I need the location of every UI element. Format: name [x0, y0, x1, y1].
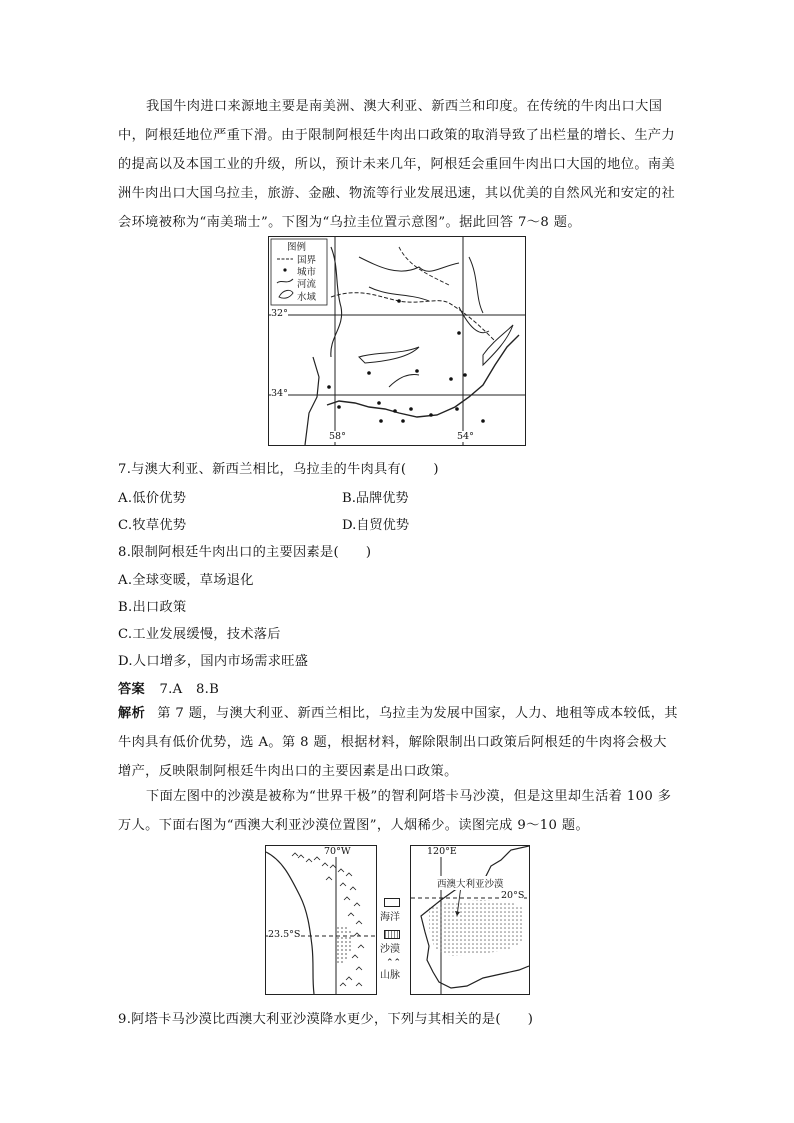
legend-water: 水域 [297, 292, 317, 303]
answer-line [118, 678, 219, 697]
legend-ocean: 海洋 [380, 912, 400, 923]
lon-label-54: 54° [457, 431, 474, 442]
legend-mountain-icon: ⌃⌃ [386, 958, 402, 968]
question-8-stem: 8.限制阿根廷牛肉出口的主要因素是( ) [118, 545, 372, 560]
western-australia-map [410, 845, 530, 995]
lat-label-20s: 20°S [501, 890, 525, 901]
analysis-paragraph [118, 699, 678, 786]
map2-legend [376, 898, 406, 981]
uruguay-location-map [268, 236, 526, 446]
question-7-stem: 7.与澳大利亚、新西兰相比，乌拉圭的牛肉具有( ) [118, 462, 439, 477]
lon-label-70w: 70°W [324, 846, 351, 857]
intro-paragraph-2: 下面左图中的沙漠是被称为“世界干极”的智利阿塔卡马沙漠，但是这里却生活着 100 多万人。下面右图为“西澳大利亚沙漠位置图”，人烟稀少。读图完成 9～10 题。 [118, 789, 672, 833]
question-8-option-b[interactable]: B.出口政策 [118, 600, 187, 615]
lat-label-34: 34° [271, 388, 288, 399]
question-9-stem: 9.阿塔卡马沙漠比西澳大利亚沙漠降水更少，下列与其相关的是( ) [118, 1012, 534, 1027]
chile-coastline [266, 852, 314, 994]
legend-river: 河流 [297, 279, 317, 290]
intro-paragraph-1: 我国牛肉进口来源地主要是南美洲、澳大利亚、新西兰和印度。在传统的牛肉出口大国中，阿根廷地位严重下滑。由于限制阿根廷牛肉出口政策的取消导致了出栏量的增长、生产力的提高以及本国工业的升级，所以，预计未来几年，阿根廷会重回牛肉出口大国的地位。南美洲牛肉出口大国乌拉圭，旅游、金融、物流等行业发展迅速，其以优美的自然风光和安定的社会环境被称为“南美瑞士”。下图为“乌拉圭位置示意图”。据此回答 7～8 题。 [118, 99, 676, 230]
national-border [331, 293, 495, 341]
legend-border: 国界 [297, 255, 317, 266]
western-australia-map-graphic [411, 846, 529, 994]
analysis-text: 第 7 题，与澳大利亚、新西兰相比，乌拉圭为发展中国家，人力、地租等成本较低，其牛肉具有低价优势，选 A。第 8 题，根据材料，解除限制出口政策后阿根廷的牛肉将会极大增产，反映限制阿根廷牛肉出口的主要因素是出口政策。 [118, 706, 678, 779]
question-8-option-c[interactable]: C.工业发展缓慢，技术落后 [118, 627, 281, 642]
lon-label-58: 58° [329, 431, 346, 442]
legend-mountain: 山脉 [380, 970, 400, 981]
question-7-option-b[interactable]: B.品牌优势 [342, 491, 409, 506]
desert-name-label: 西澳大利亚沙漠 [437, 876, 504, 890]
lat-label-32: 32° [271, 308, 288, 319]
legend-ocean-swatch [384, 898, 400, 907]
question-7-option-d[interactable]: D.自贸优势 [342, 518, 410, 533]
lon-label-120e: 120°E [427, 846, 457, 857]
question-8-option-d[interactable]: D.人口增多，国内市场需求旺盛 [118, 654, 309, 669]
legend-desert: 沙漠 [380, 944, 400, 955]
mountain-symbols [292, 853, 364, 986]
atacama-map [265, 845, 377, 995]
analysis-label: 解析 [118, 706, 146, 721]
question-7-option-a[interactable]: A.低价优势 [118, 491, 187, 506]
answer-label: 答案 [118, 682, 145, 697]
question-7-option-c[interactable]: C.牧草优势 [118, 518, 187, 533]
answer-text: 7.A 8.B [159, 682, 220, 697]
lat-label-23-5s: 23.5°S [268, 929, 301, 940]
desert-area [429, 900, 523, 956]
legend-title: 图例 [287, 242, 307, 253]
legend-city: 城市 [297, 267, 317, 278]
atacama-map-graphic [266, 846, 376, 994]
question-8-option-a[interactable]: A.全球变暖，草场退化 [118, 573, 254, 588]
desert-dots [337, 927, 351, 963]
legend-desert-swatch [384, 930, 400, 939]
